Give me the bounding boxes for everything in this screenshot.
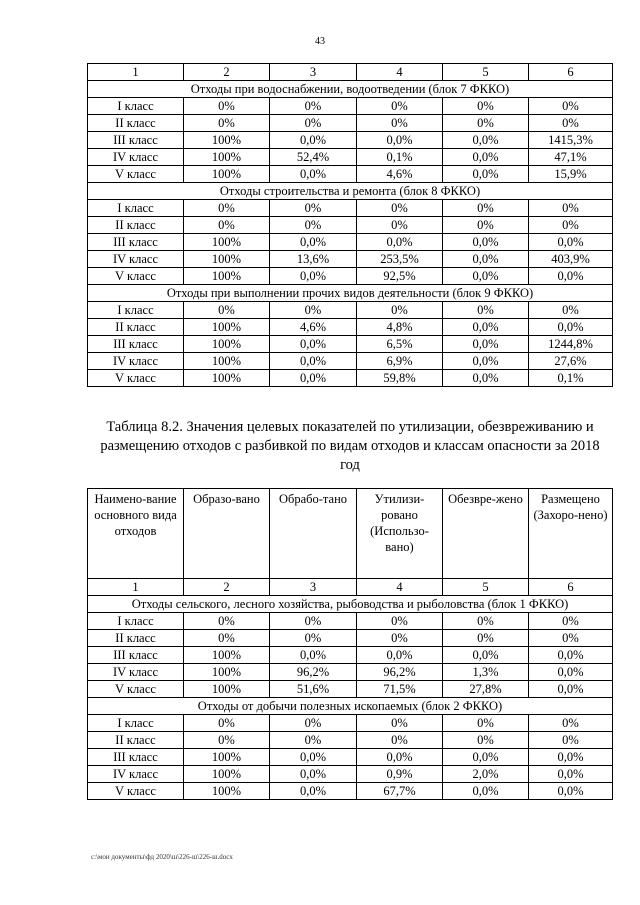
column-number-row: [88, 579, 613, 596]
percentage-value: 0,0%: [270, 166, 357, 183]
table-row: [88, 630, 613, 647]
percentage-value: 0%: [357, 630, 443, 647]
percentage-value: 52,4%: [270, 149, 357, 166]
table-row: [88, 268, 613, 285]
hazard-class-label: V класс: [88, 166, 184, 183]
table-row: [88, 217, 613, 234]
table-row: [88, 681, 613, 698]
table-row: [88, 302, 613, 319]
percentage-value: 0,0%: [443, 166, 529, 183]
percentage-value: 0,0%: [529, 681, 613, 698]
percentage-value: 92,5%: [357, 268, 443, 285]
table-row: [88, 370, 613, 387]
percentage-value: 0%: [357, 98, 443, 115]
percentage-value: 4,6%: [357, 166, 443, 183]
hazard-class-label: I класс: [88, 613, 184, 630]
section-title: Отходы при выполнении прочих видов деятельности (блок 9 ФККО): [88, 285, 613, 302]
percentage-value: 0,0%: [529, 319, 613, 336]
percentage-value: 100%: [184, 681, 270, 698]
percentage-value: 0%: [529, 732, 613, 749]
hazard-class-label: V класс: [88, 681, 184, 698]
percentage-value: 0%: [529, 715, 613, 732]
percentage-value: 0,0%: [270, 132, 357, 149]
section-title: Отходы от добычи полезных ископаемых (блок 2 ФККО): [88, 698, 613, 715]
percentage-value: 100%: [184, 749, 270, 766]
table-row: [88, 664, 613, 681]
percentage-value: 0,0%: [270, 647, 357, 664]
percentage-value: 0,0%: [443, 647, 529, 664]
percentage-value: 0,0%: [443, 336, 529, 353]
footer-file-path: c:\мои документы\фд 2020\ш\226-ш\226-ш.docx: [91, 853, 233, 861]
percentage-value: 71,5%: [357, 681, 443, 698]
percentage-value: 0,0%: [443, 132, 529, 149]
percentage-value: 0%: [184, 115, 270, 132]
table-row: [88, 783, 613, 800]
percentage-value: 0%: [529, 613, 613, 630]
percentage-value: 100%: [184, 783, 270, 800]
hazard-class-label: V класс: [88, 370, 184, 387]
hazard-class-label: II класс: [88, 319, 184, 336]
percentage-value: 0%: [529, 302, 613, 319]
percentage-value: 100%: [184, 268, 270, 285]
percentage-value: 59,8%: [357, 370, 443, 387]
hazard-class-label: III класс: [88, 647, 184, 664]
percentage-value: 0%: [270, 630, 357, 647]
column-number: 3: [270, 579, 357, 596]
percentage-value: 0%: [357, 613, 443, 630]
hazard-class-label: V класс: [88, 783, 184, 800]
waste-table-continued: [87, 63, 613, 387]
percentage-value: 0,1%: [357, 149, 443, 166]
percentage-value: 67,7%: [357, 783, 443, 800]
percentage-value: 0,0%: [357, 749, 443, 766]
column-number: 4: [357, 64, 443, 81]
percentage-value: 15,9%: [529, 166, 613, 183]
percentage-value: 1,3%: [443, 664, 529, 681]
percentage-value: 100%: [184, 664, 270, 681]
column-header: Образо-вано: [184, 489, 270, 579]
table-row: [88, 132, 613, 149]
percentage-value: 1244,8%: [529, 336, 613, 353]
percentage-value: 100%: [184, 149, 270, 166]
percentage-value: 0%: [270, 98, 357, 115]
percentage-value: 0%: [270, 217, 357, 234]
percentage-value: 0,0%: [529, 234, 613, 251]
percentage-value: 0,0%: [443, 268, 529, 285]
percentage-value: 13,6%: [270, 251, 357, 268]
percentage-value: 27,8%: [443, 681, 529, 698]
percentage-value: 47,1%: [529, 149, 613, 166]
percentage-value: 0%: [529, 98, 613, 115]
column-number: 2: [184, 64, 270, 81]
percentage-value: 0%: [184, 715, 270, 732]
column-header: Утилизи-ровано (Использо-вано): [357, 489, 443, 579]
table-row: [88, 149, 613, 166]
section-row: [88, 81, 613, 98]
hazard-class-label: III класс: [88, 132, 184, 149]
hazard-class-label: III класс: [88, 749, 184, 766]
percentage-value: 96,2%: [357, 664, 443, 681]
column-header: Размещено (Захоро-нено): [529, 489, 613, 579]
hazard-class-label: II класс: [88, 630, 184, 647]
percentage-value: 0%: [270, 613, 357, 630]
percentage-value: 0%: [443, 200, 529, 217]
percentage-value: 0%: [443, 732, 529, 749]
percentage-value: 96,2%: [270, 664, 357, 681]
section-row: [88, 183, 613, 200]
hazard-class-label: III класс: [88, 336, 184, 353]
column-number: 5: [443, 579, 529, 596]
percentage-value: 0,0%: [529, 766, 613, 783]
percentage-value: 0%: [357, 217, 443, 234]
percentage-value: 100%: [184, 319, 270, 336]
percentage-value: 0%: [184, 732, 270, 749]
percentage-value: 0,0%: [443, 783, 529, 800]
hazard-class-label: IV класс: [88, 251, 184, 268]
percentage-value: 0%: [529, 217, 613, 234]
hazard-class-label: II класс: [88, 732, 184, 749]
table-caption: Таблица 8.2. Значения целевых показателей по утилизации, обезвреживанию и размещению отходов с разбивкой по видам отходов и классам опасности за 2018 год: [100, 419, 600, 473]
percentage-value: 0%: [184, 98, 270, 115]
percentage-value: 0%: [184, 630, 270, 647]
table-row: [88, 613, 613, 630]
percentage-value: 0%: [270, 715, 357, 732]
percentage-value: 100%: [184, 251, 270, 268]
column-header: Наимено-вание основного вида отходов: [88, 489, 184, 579]
table-row: [88, 115, 613, 132]
percentage-value: 0,0%: [270, 336, 357, 353]
percentage-value: 253,5%: [357, 251, 443, 268]
column-number: 4: [357, 579, 443, 596]
percentage-value: 0,9%: [357, 766, 443, 783]
percentage-value: 0,0%: [270, 268, 357, 285]
hazard-class-label: IV класс: [88, 149, 184, 166]
percentage-value: 100%: [184, 766, 270, 783]
percentage-value: 0,0%: [270, 370, 357, 387]
percentage-value: 0,0%: [529, 647, 613, 664]
column-number: 5: [443, 64, 529, 81]
section-row: [88, 285, 613, 302]
percentage-value: 100%: [184, 234, 270, 251]
section-title: Отходы при водоснабжении, водоотведении (блок 7 ФККО): [88, 81, 613, 98]
percentage-value: 403,9%: [529, 251, 613, 268]
table-row: [88, 766, 613, 783]
percentage-value: 100%: [184, 166, 270, 183]
hazard-class-label: III класс: [88, 234, 184, 251]
percentage-value: 0,1%: [529, 370, 613, 387]
table-row: [88, 749, 613, 766]
percentage-value: 100%: [184, 132, 270, 149]
table-row: [88, 336, 613, 353]
hazard-class-label: V класс: [88, 268, 184, 285]
percentage-value: 0%: [184, 302, 270, 319]
section-title: Отходы строительства и ремонта (блок 8 ФККО): [88, 183, 613, 200]
percentage-value: 0,0%: [270, 234, 357, 251]
page-number: 43: [315, 36, 325, 47]
table-row: [88, 166, 613, 183]
hazard-class-label: I класс: [88, 200, 184, 217]
percentage-value: 0%: [529, 200, 613, 217]
percentage-value: 0%: [357, 200, 443, 217]
percentage-value: 0%: [184, 613, 270, 630]
percentage-value: 0%: [357, 302, 443, 319]
percentage-value: 0%: [270, 200, 357, 217]
section-row: [88, 698, 613, 715]
percentage-value: 0%: [443, 98, 529, 115]
percentage-value: 0%: [529, 115, 613, 132]
hazard-class-label: IV класс: [88, 353, 184, 370]
percentage-value: 2,0%: [443, 766, 529, 783]
hazard-class-label: II класс: [88, 217, 184, 234]
header-row: [88, 489, 613, 579]
percentage-value: 0,0%: [270, 749, 357, 766]
percentage-value: 0%: [443, 302, 529, 319]
section-title: Отходы сельского, лесного хозяйства, рыбоводства и рыболовства (блок 1 ФККО): [88, 596, 613, 613]
percentage-value: 0%: [443, 715, 529, 732]
percentage-value: 100%: [184, 647, 270, 664]
table-row: [88, 353, 613, 370]
percentage-value: 0%: [443, 115, 529, 132]
percentage-value: 0,0%: [443, 251, 529, 268]
section-row: [88, 596, 613, 613]
hazard-class-label: IV класс: [88, 664, 184, 681]
percentage-value: 0,0%: [443, 149, 529, 166]
column-header: Обрабо-тано: [270, 489, 357, 579]
percentage-value: 100%: [184, 370, 270, 387]
percentage-value: 27,6%: [529, 353, 613, 370]
table-row: [88, 200, 613, 217]
percentage-value: 0,0%: [443, 319, 529, 336]
percentage-value: 0,0%: [270, 353, 357, 370]
percentage-value: 0%: [270, 302, 357, 319]
column-number: 2: [184, 579, 270, 596]
percentage-value: 0,0%: [443, 234, 529, 251]
percentage-value: 0%: [270, 732, 357, 749]
percentage-value: 0,0%: [357, 132, 443, 149]
column-number: 1: [88, 64, 184, 81]
percentage-value: 0,0%: [443, 749, 529, 766]
hazard-class-label: I класс: [88, 98, 184, 115]
percentage-value: 0%: [184, 200, 270, 217]
percentage-value: 4,8%: [357, 319, 443, 336]
table-row: [88, 234, 613, 251]
percentage-value: 0,0%: [357, 647, 443, 664]
percentage-value: 0,0%: [443, 353, 529, 370]
table-row: [88, 98, 613, 115]
hazard-class-label: IV класс: [88, 766, 184, 783]
table-row: [88, 647, 613, 664]
table-row: [88, 732, 613, 749]
percentage-value: 0%: [443, 613, 529, 630]
waste-targets-table-2018: [87, 488, 613, 800]
percentage-value: 0%: [357, 715, 443, 732]
table-row: [88, 319, 613, 336]
percentage-value: 51,6%: [270, 681, 357, 698]
percentage-value: 4,6%: [270, 319, 357, 336]
percentage-value: 0%: [270, 115, 357, 132]
percentage-value: 0,0%: [443, 370, 529, 387]
hazard-class-label: I класс: [88, 715, 184, 732]
percentage-value: 0%: [184, 217, 270, 234]
column-number: 1: [88, 579, 184, 596]
percentage-value: 6,9%: [357, 353, 443, 370]
column-number: 3: [270, 64, 357, 81]
percentage-value: 100%: [184, 353, 270, 370]
percentage-value: 6,5%: [357, 336, 443, 353]
table-row: [88, 251, 613, 268]
column-number: 6: [529, 579, 613, 596]
percentage-value: 0,0%: [357, 234, 443, 251]
percentage-value: 0%: [443, 217, 529, 234]
percentage-value: 0,0%: [529, 664, 613, 681]
percentage-value: 0,0%: [270, 783, 357, 800]
percentage-value: 0,0%: [529, 783, 613, 800]
hazard-class-label: I класс: [88, 302, 184, 319]
column-number: 6: [529, 64, 613, 81]
hazard-class-label: II класс: [88, 115, 184, 132]
column-number-row: [88, 64, 613, 81]
percentage-value: 0%: [357, 732, 443, 749]
percentage-value: 0,0%: [529, 749, 613, 766]
percentage-value: 1415,3%: [529, 132, 613, 149]
percentage-value: 0,0%: [529, 268, 613, 285]
column-header: Обезвре-жено: [443, 489, 529, 579]
percentage-value: 0%: [529, 630, 613, 647]
table-row: [88, 715, 613, 732]
percentage-value: 100%: [184, 336, 270, 353]
percentage-value: 0%: [443, 630, 529, 647]
percentage-value: 0,0%: [270, 766, 357, 783]
percentage-value: 0%: [357, 115, 443, 132]
